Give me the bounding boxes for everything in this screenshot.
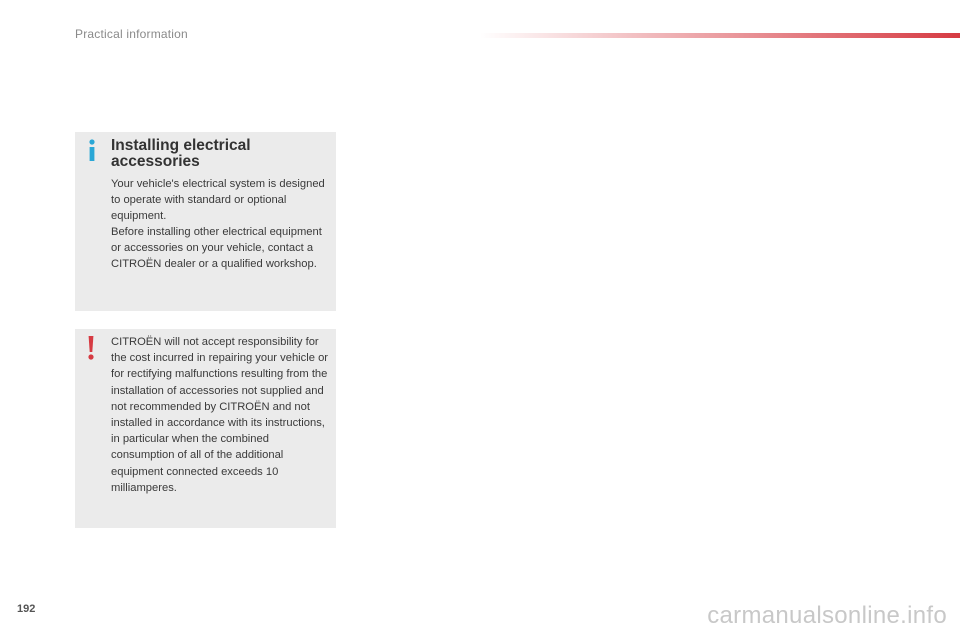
header-accent-line (480, 33, 960, 38)
watermark: carmanualsonline.info (707, 602, 947, 629)
page-number: 192 (17, 603, 36, 615)
exclamation-icon (86, 336, 96, 360)
section-title: Practical information (75, 27, 188, 41)
warning-box-text: CITROËN will not accept responsibility for the cost incurred in repairing your vehicle or for rectifying malfunctions resulting from the installation of accessories not supplied and not recommended by CITROËN and not installed in accordance with its instructions, in particular when the combined consumption of all of the additional equipment connected exceeds 10 milliamperes. (111, 336, 329, 494)
info-box-title-line-2: accessories (111, 153, 200, 170)
info-box-paragraph-1: Your vehicle's electrical system is designed to operate with standard or optional equipment. (111, 178, 325, 223)
info-box-title (111, 138, 326, 170)
info-box-title-line-1: Installing electrical (111, 137, 251, 154)
info-box-paragraph-2: Before installing other electrical equipment or accessories on your vehicle, contact a CITROËN dealer or a qualified workshop. (111, 226, 322, 271)
info-icon (87, 139, 97, 161)
